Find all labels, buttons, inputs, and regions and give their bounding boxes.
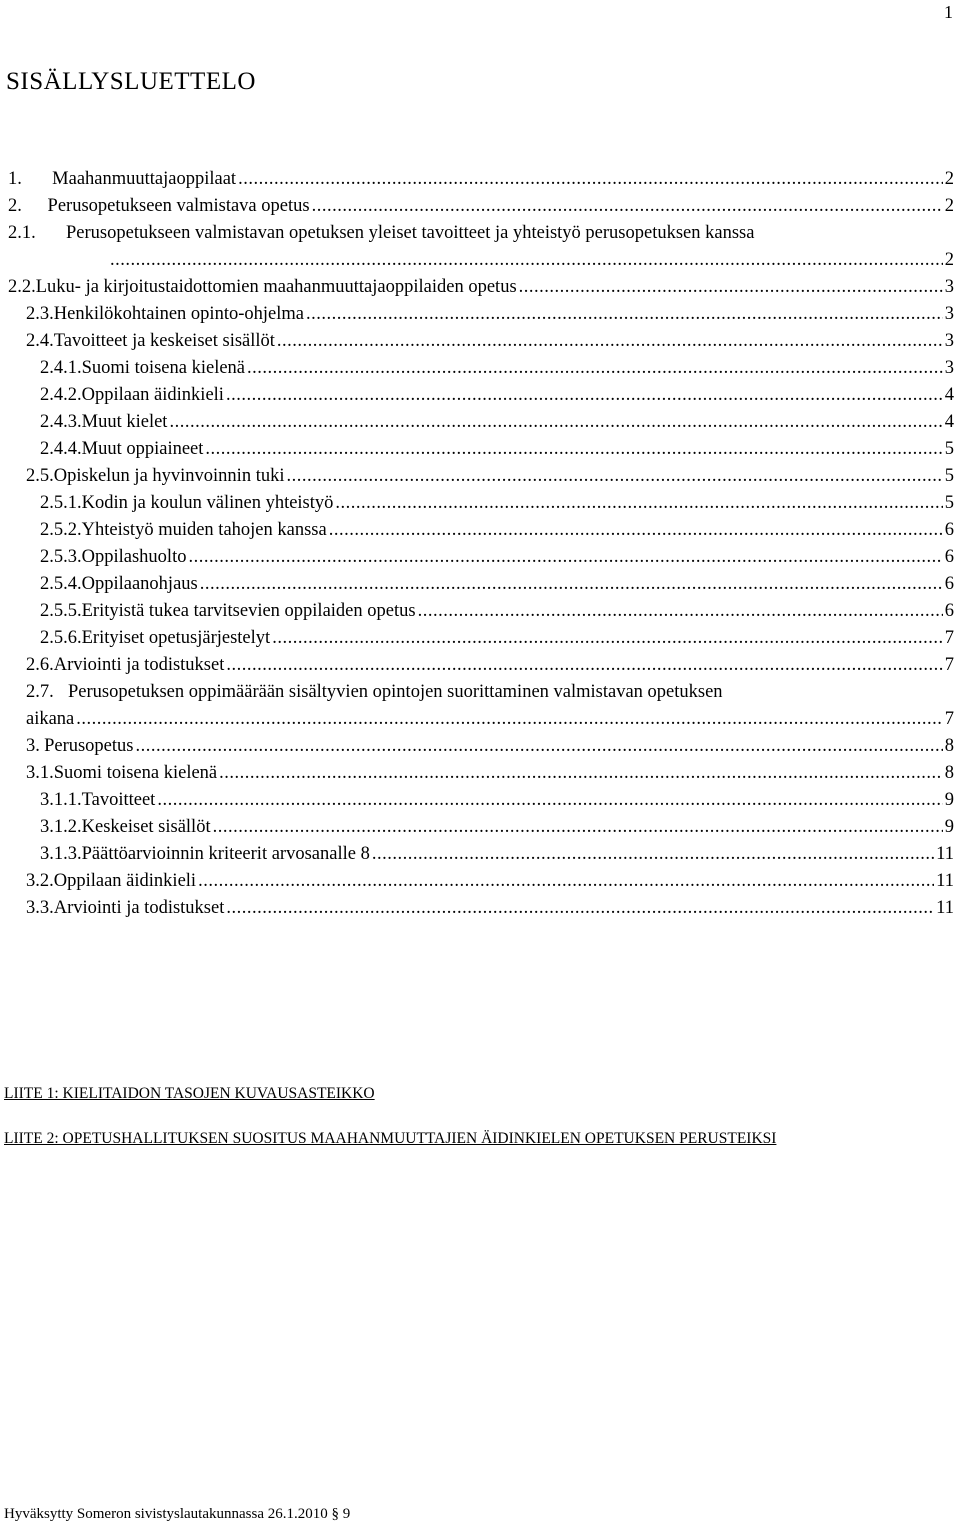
toc-entry-number: 3.2. bbox=[26, 871, 54, 891]
toc-entry-number: 2.4. bbox=[26, 331, 54, 351]
toc-entry-title: aikana bbox=[26, 709, 75, 729]
toc-entry[interactable] bbox=[26, 733, 954, 760]
toc-dot-leader bbox=[198, 868, 934, 895]
toc-entry[interactable] bbox=[40, 787, 954, 814]
toc-entry-title: Erityistä tukea tarvitsevien oppilaiden opetus bbox=[81, 601, 416, 621]
toc-entry-title: Kodin ja koulun välinen yhteistyö bbox=[81, 493, 334, 513]
toc-entry-number: 2.2. bbox=[8, 277, 36, 297]
toc-dot-leader bbox=[238, 166, 943, 193]
toc-entry-title: Henkilökohtainen opinto-ohjelma bbox=[53, 304, 304, 324]
toc-dot-leader bbox=[329, 517, 943, 544]
toc-dot-leader bbox=[519, 274, 943, 301]
toc-dot-leader bbox=[169, 409, 942, 436]
toc-dot-leader bbox=[372, 841, 934, 868]
toc-entry-page: 4 bbox=[944, 412, 954, 432]
toc-entry-page: 8 bbox=[944, 736, 954, 756]
toc-entry[interactable] bbox=[40, 490, 954, 517]
toc-entry-page: 6 bbox=[944, 574, 954, 594]
toc-entry-page: 8 bbox=[944, 763, 954, 783]
toc-entry-page: 7 bbox=[944, 628, 954, 648]
toc-dot-leader bbox=[200, 571, 943, 598]
toc-entry-number: 3.1.1. bbox=[40, 790, 82, 810]
toc-dot-leader bbox=[418, 598, 943, 625]
appendix-1-link[interactable]: LIITE 1: KIELITAIDON TASOJEN KUVAUSASTEIKKO bbox=[4, 1085, 375, 1102]
toc-entry-number: 3.1.2. bbox=[40, 817, 82, 837]
toc-entry-number: 2.5.4. bbox=[40, 574, 82, 594]
toc-entry-number: 2.5.2. bbox=[40, 520, 82, 540]
toc-entry[interactable] bbox=[26, 463, 954, 490]
toc-entry-page: 5 bbox=[944, 466, 954, 486]
toc-entry[interactable] bbox=[26, 868, 954, 895]
toc-entry-title: Erityiset opetusjärjestelyt bbox=[81, 628, 271, 648]
toc-dot-leader bbox=[226, 652, 942, 679]
toc-entry-number: 2.4.2. bbox=[40, 385, 82, 405]
toc-entry-page: 3 bbox=[944, 358, 954, 378]
toc-entry-page: 2 bbox=[944, 169, 954, 189]
toc-dot-leader bbox=[277, 328, 943, 355]
toc-entry[interactable] bbox=[40, 814, 954, 841]
toc-entry-title: Oppilaan äidinkieli bbox=[81, 385, 224, 405]
toc-entry-title: Oppilaanohjaus bbox=[81, 574, 198, 594]
toc-entry[interactable] bbox=[26, 301, 954, 328]
toc-entry-page: 11 bbox=[936, 844, 954, 864]
toc-entry-title: Perusopetuksen oppimäärään sisältyvien opintojen suorittaminen valmistavan opetuksen bbox=[68, 682, 723, 702]
toc-entry-page: 2 bbox=[944, 250, 954, 270]
toc-entry[interactable] bbox=[26, 895, 954, 922]
toc-entry-title: Perusopetukseen valmistava opetus bbox=[47, 196, 310, 216]
toc-dot-leader bbox=[226, 382, 943, 409]
appendix-2-link[interactable]: LIITE 2: OPETUSHALLITUKSEN SUOSITUS MAAHANMUUTTAJIEN ÄIDINKIELEN OPETUKSEN PERUSTEIKSI bbox=[4, 1130, 777, 1147]
toc-entry-number: 3.1.3. bbox=[40, 844, 82, 864]
toc-entry[interactable] bbox=[40, 544, 954, 571]
toc-entry-number: 2.5. bbox=[26, 466, 54, 486]
toc-entry-title: Oppilaan äidinkieli bbox=[53, 871, 197, 891]
toc-entry[interactable] bbox=[40, 517, 954, 544]
toc-entry-number: 3.1. bbox=[26, 763, 54, 783]
toc-entry-title: Yhteistyö muiden tahojen kanssa bbox=[81, 520, 327, 540]
toc-dot-leader bbox=[306, 301, 943, 328]
toc-entry[interactable] bbox=[40, 409, 954, 436]
toc-entry-title: Suomi toisena kielenä bbox=[53, 763, 218, 783]
toc-dot-leader bbox=[335, 490, 942, 517]
toc-entry-title: Muut oppiaineet bbox=[81, 439, 204, 459]
toc-dot-leader bbox=[213, 814, 943, 841]
toc-entry-page: 3 bbox=[944, 277, 954, 297]
toc-entry-page: 5 bbox=[944, 493, 954, 513]
toc-entry-title: Suomi toisena kielenä bbox=[81, 358, 246, 378]
toc-entry[interactable] bbox=[108, 247, 954, 274]
toc-entry-number: 2.4.1. bbox=[40, 358, 82, 378]
toc-entry-page: 5 bbox=[944, 439, 954, 459]
toc-entry-page: 6 bbox=[944, 601, 954, 621]
toc-entry-title: Tavoitteet bbox=[81, 790, 156, 810]
toc-entry[interactable] bbox=[8, 220, 954, 247]
toc-entry-number: 2.4.3. bbox=[40, 412, 82, 432]
toc-entry-number: 2.6. bbox=[26, 655, 54, 675]
toc-entry-page: 7 bbox=[944, 655, 954, 675]
toc-entry[interactable] bbox=[40, 382, 954, 409]
page-number: 1 bbox=[944, 2, 953, 22]
toc-dot-leader bbox=[219, 760, 943, 787]
toc-entry-title: Oppilashuolto bbox=[81, 547, 187, 567]
toc-dot-leader bbox=[286, 463, 942, 490]
toc-entry-title: Perusopetus bbox=[44, 736, 134, 756]
toc-entry-page: 9 bbox=[944, 790, 954, 810]
toc-dot-leader bbox=[135, 733, 942, 760]
toc-entry[interactable] bbox=[40, 571, 954, 598]
toc-dot-leader bbox=[76, 706, 942, 733]
toc-entry-title: Opiskelun ja hyvinvoinnin tuki bbox=[53, 466, 285, 486]
toc-entry-title: Perusopetukseen valmistavan opetuksen yleiset tavoitteet ja yhteistyö perusopetuksen kanssa bbox=[66, 223, 755, 243]
toc-entry-page: 4 bbox=[944, 385, 954, 405]
toc-entry-title: Arviointi ja todistukset bbox=[53, 898, 225, 918]
toc-entry-page: 7 bbox=[944, 709, 954, 729]
toc-entry[interactable] bbox=[40, 355, 954, 382]
toc-entry[interactable] bbox=[8, 274, 954, 301]
toc-entry-number: 3.3. bbox=[26, 898, 54, 918]
toc-dot-leader bbox=[205, 436, 942, 463]
toc-dot-leader bbox=[272, 625, 943, 652]
footer-approval-note: Hyväksytty Someron sivistyslautakunnassa 26.1.2010 § 9 bbox=[4, 1506, 351, 1522]
toc-dot-leader bbox=[188, 544, 942, 571]
toc-entry-page: 11 bbox=[936, 871, 954, 891]
toc-entry[interactable] bbox=[40, 436, 954, 463]
toc-entry-number: 1. bbox=[8, 169, 22, 189]
toc-entry[interactable] bbox=[26, 328, 954, 355]
toc-entry[interactable] bbox=[26, 679, 954, 706]
toc-entry-title: Muut kielet bbox=[81, 412, 168, 432]
toc-entry-title: Maahanmuuttajaoppilaat bbox=[52, 169, 237, 189]
toc-entry-number: 2.7. bbox=[26, 682, 54, 702]
toc-entry-page: 6 bbox=[944, 547, 954, 567]
toc-entry-number: 2.3. bbox=[26, 304, 54, 324]
toc-entry-title: Keskeiset sisällöt bbox=[81, 817, 211, 837]
page-title: SISÄLLYSLUETTELO bbox=[6, 68, 256, 95]
toc-entry[interactable] bbox=[8, 166, 954, 193]
toc-entry[interactable] bbox=[8, 193, 954, 220]
toc-entry-page: 11 bbox=[936, 898, 954, 918]
toc-entry-number: 2. bbox=[8, 196, 22, 216]
toc-entry-number: 2.1. bbox=[8, 223, 36, 243]
toc-dot-leader bbox=[226, 895, 934, 922]
toc-entry-page: 6 bbox=[944, 520, 954, 540]
toc-entry-title: Arviointi ja todistukset bbox=[53, 655, 225, 675]
toc-entry[interactable] bbox=[40, 841, 954, 868]
toc-entry-number: 2.5.1. bbox=[40, 493, 82, 513]
toc-entry[interactable] bbox=[40, 625, 954, 652]
toc-entry-page: 9 bbox=[944, 817, 954, 837]
toc-dot-leader bbox=[110, 247, 943, 274]
toc-entry[interactable] bbox=[40, 598, 954, 625]
toc-entry-number: 2.5.5. bbox=[40, 601, 82, 621]
toc-entry-title: Päättöarvioinnin kriteerit arvosanalle 8 bbox=[81, 844, 370, 864]
toc-entry-number: 2.4.4. bbox=[40, 439, 82, 459]
toc-entry-title: Luku- ja kirjoitustaidottomien maahanmuuttajaoppilaiden opetus bbox=[35, 277, 517, 297]
toc-entry-title: Tavoitteet ja keskeiset sisällöt bbox=[53, 331, 275, 351]
toc-entry-page: 3 bbox=[944, 304, 954, 324]
toc-entry-number: 2.5.3. bbox=[40, 547, 82, 567]
toc-dot-leader bbox=[247, 355, 943, 382]
toc-dot-leader bbox=[312, 193, 943, 220]
toc-entry-number: 2.5.6. bbox=[40, 628, 82, 648]
toc-entry[interactable] bbox=[26, 706, 954, 733]
toc-entry-page: 2 bbox=[944, 196, 954, 216]
toc-dot-leader bbox=[157, 787, 942, 814]
toc-entry[interactable] bbox=[26, 760, 954, 787]
toc-entry-number: 3. bbox=[26, 736, 40, 756]
toc-entry-page: 3 bbox=[944, 331, 954, 351]
toc-entry[interactable] bbox=[26, 652, 954, 679]
